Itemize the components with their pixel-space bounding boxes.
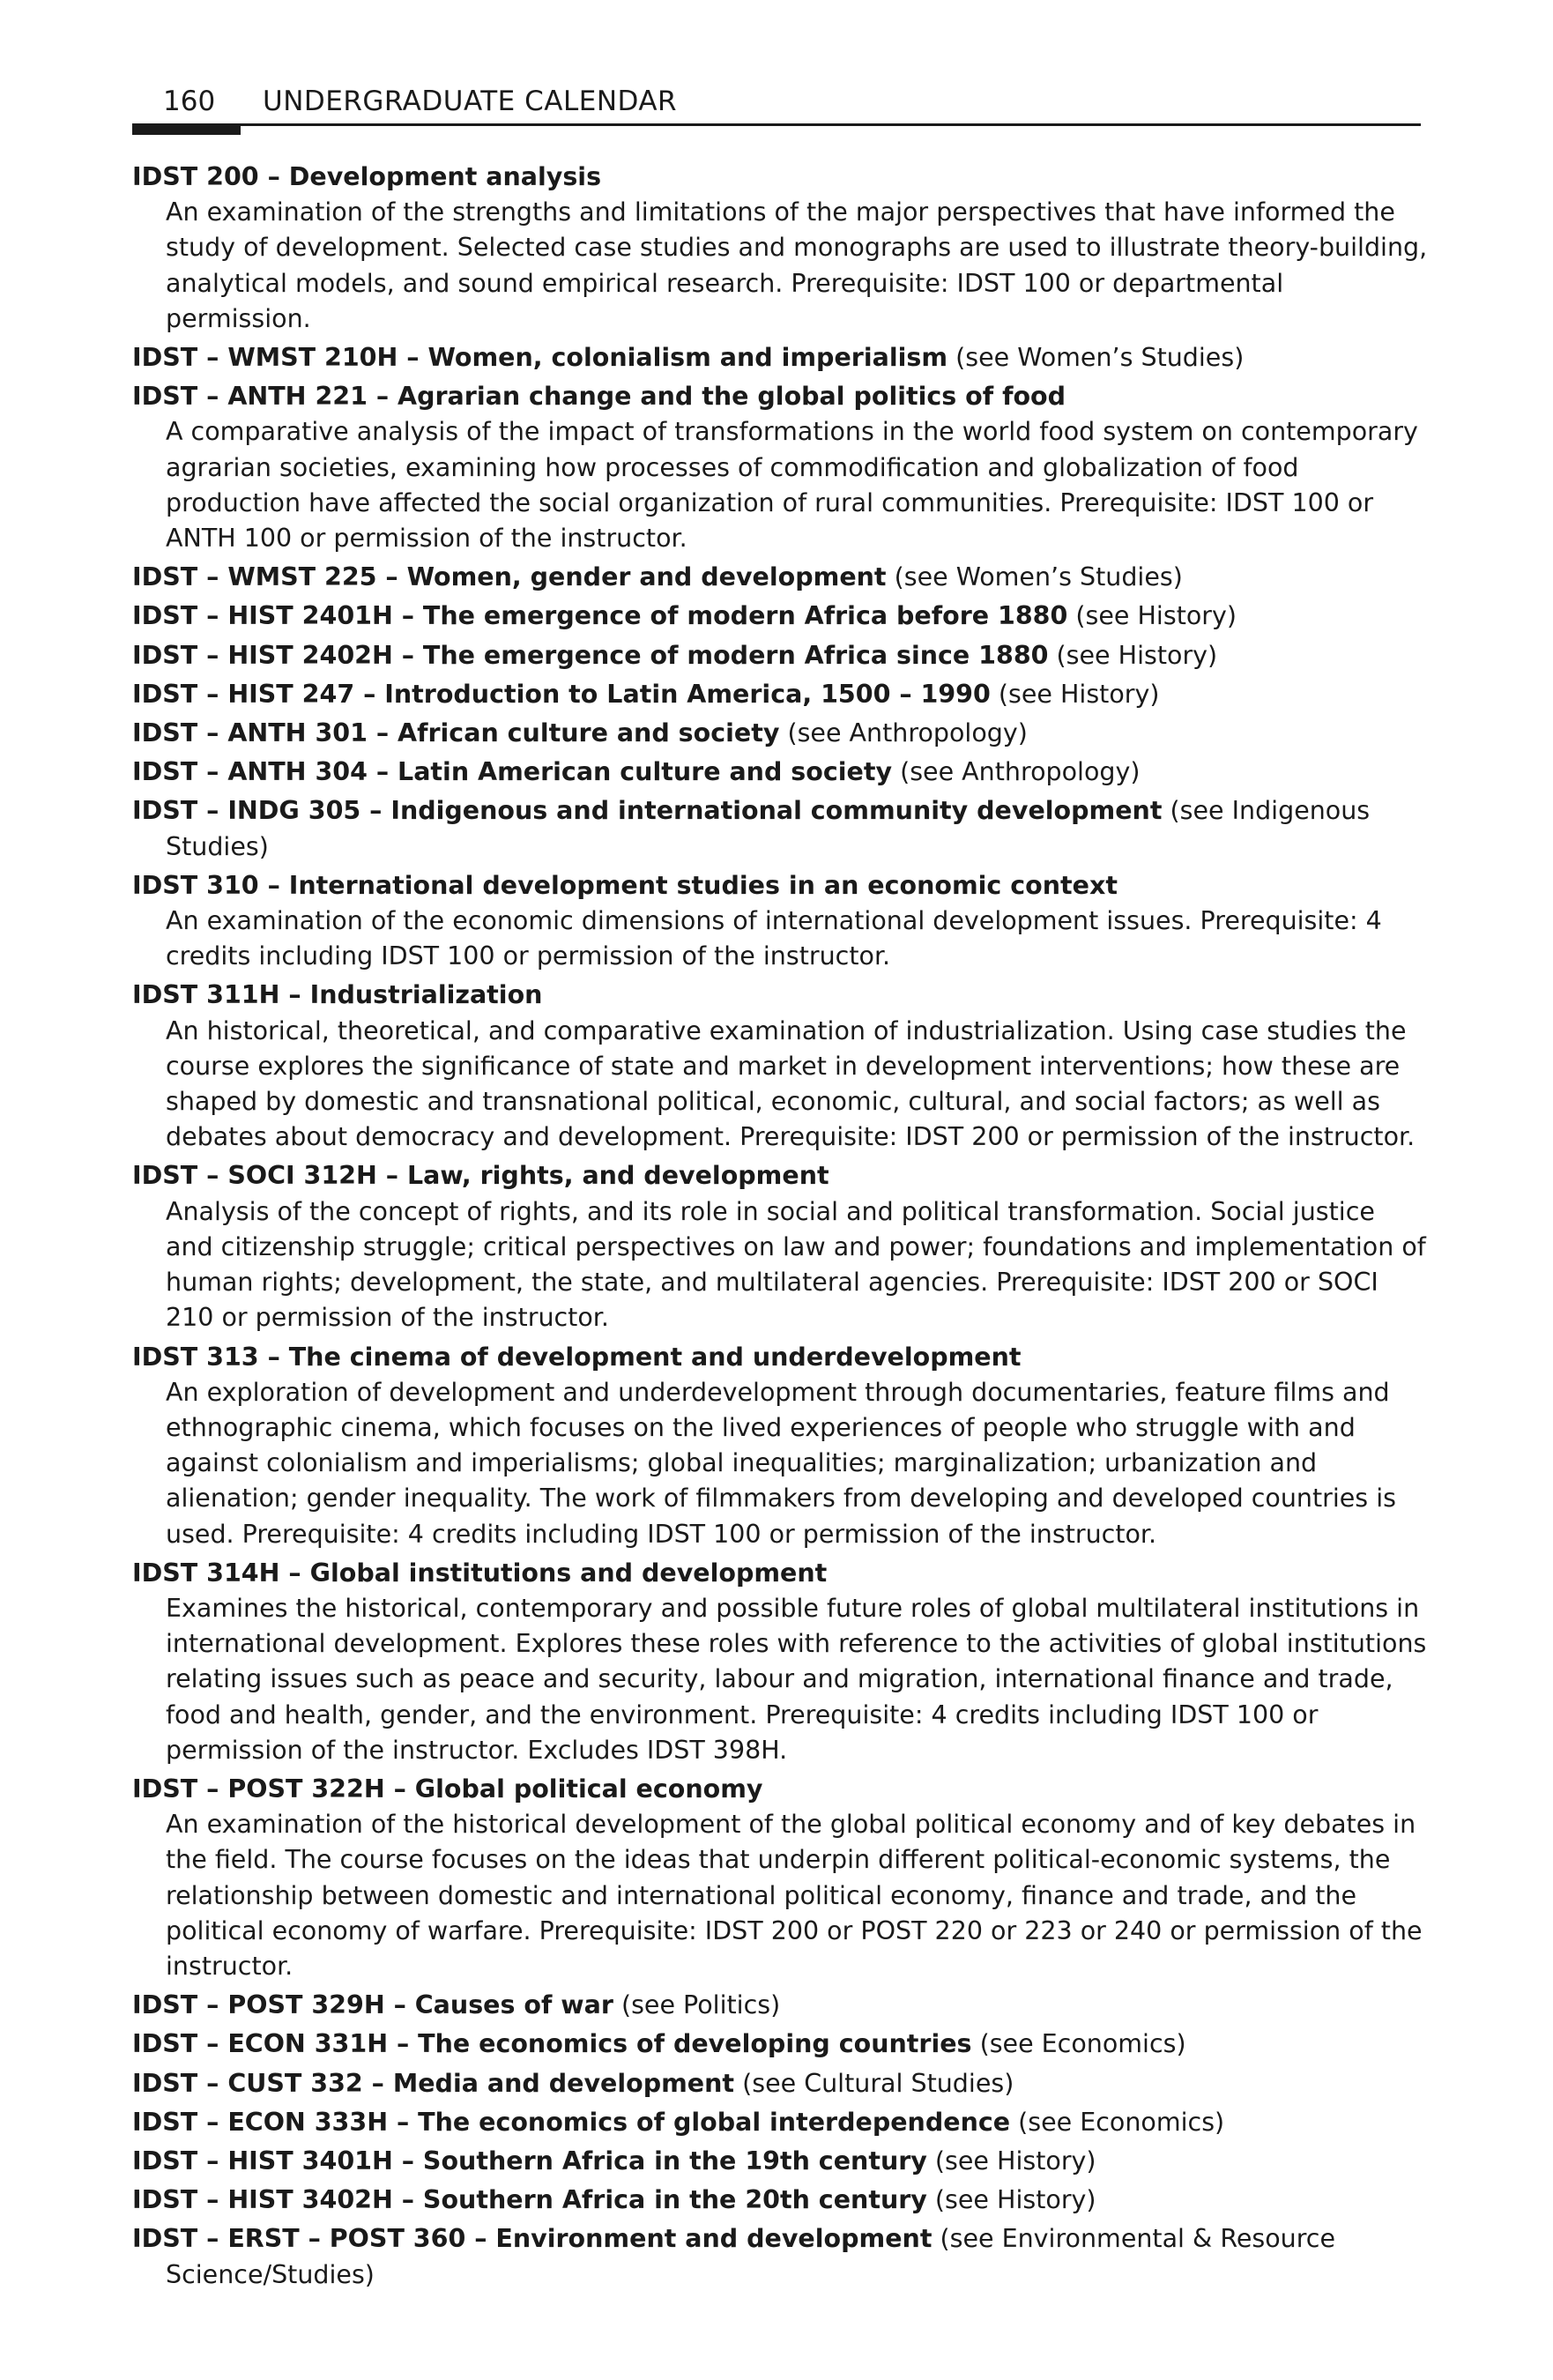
- course-entry: [132, 1158, 1428, 1335]
- course-heading: [132, 2144, 1428, 2179]
- header-tab-bar: [132, 123, 241, 135]
- course-title: IDST – ANTH 304 – Latin American culture and society: [132, 757, 893, 787]
- course-list: [132, 160, 1428, 2296]
- course-heading: [132, 2221, 1428, 2292]
- course-description: An examination of the strengths and limitations of the major perspectives that have informed the study of development. Selected case studies and monographs are used to illustrate theory-building, analytical models, and sound empirical research. Prerequisite: IDST 100 or departmental permission.: [166, 197, 1428, 333]
- course-entry: [132, 1556, 1428, 1768]
- course-cross-reference: (see History): [990, 679, 1160, 709]
- course-title: IDST 313 – The cinema of development and underdevelopment: [132, 1342, 1022, 1372]
- course-entry: [132, 2105, 1428, 2140]
- course-heading: [132, 1556, 1428, 1591]
- course-cross-reference: (see Indigenous Studies): [166, 796, 1371, 861]
- course-title: IDST – SOCI 312H – Law, rights, and development: [132, 1161, 829, 1191]
- course-entry: [132, 1340, 1428, 1552]
- course-title: IDST – ANTH 301 – African culture and society: [132, 718, 780, 748]
- course-cross-reference: (see History): [1048, 640, 1218, 670]
- course-title: IDST – ECON 331H – The economics of developing countries: [132, 2029, 972, 2059]
- course-title: IDST 311H – Industrialization: [132, 980, 543, 1010]
- page-header: [132, 81, 1421, 125]
- course-heading: [132, 755, 1428, 790]
- running-head: UNDERGRADUATE CALENDAR: [263, 86, 678, 117]
- course-cross-reference: (see Politics): [613, 1990, 781, 2020]
- course-title: IDST – HIST 2401H – The emergence of modern Africa before 1880: [132, 601, 1068, 631]
- header-rule: [132, 123, 1421, 126]
- course-entry: [132, 599, 1428, 634]
- course-cross-reference: (see History): [926, 2146, 1096, 2175]
- course-title: IDST – HIST 3402H – Southern Africa in the 20th century: [132, 2185, 927, 2215]
- course-entry: [132, 716, 1428, 751]
- course-description: An examination of the historical development of the global political economy and of key debates in the field. The course focuses on the ideas that underpin different political-economic systems, the relationship between domestic and international political economy, finance and trade, and the political economy of warfare. Prerequisite: IDST 200 or POST 220 or 223 or 240 or permission of the instructor.: [166, 1810, 1423, 1981]
- course-title: IDST – ANTH 221 – Agrarian change and the global politics of food: [132, 382, 1066, 412]
- course-description: An examination of the economic dimensions of international development issues. Prerequisite: 4 credits including IDST 100 or permission of the instructor.: [166, 906, 1382, 971]
- course-description: An exploration of development and underdevelopment through documentaries, feature films and ethnographic cinema, which focuses on the lived experiences of people who struggle with and against colonialism and imperialisms; global inequalities; marginalization; urbanization and alienation; gender inequality. The work of filmmakers from developing and developed countries is used. Prerequisite: 4 credits including IDST 100 or permission of the instructor.: [166, 1377, 1396, 1549]
- course-cross-reference: (see History): [926, 2185, 1096, 2215]
- course-heading: [132, 1340, 1428, 1375]
- course-heading: [132, 2066, 1428, 2101]
- course-heading: [132, 2183, 1428, 2218]
- course-cross-reference: (see Women’s Studies): [886, 562, 1183, 592]
- course-entry: [132, 560, 1428, 595]
- page-number: 160: [163, 86, 216, 117]
- course-heading: [132, 379, 1428, 414]
- course-cross-reference: (see Environmental & Resource Science/Studies): [166, 2224, 1336, 2289]
- course-cross-reference: (see Anthropology): [779, 718, 1028, 748]
- course-entry: [132, 2183, 1428, 2218]
- course-entry: [132, 638, 1428, 673]
- course-entry: [132, 2144, 1428, 2179]
- course-description: A comparative analysis of the impact of transformations in the world food system on contemporary agrarian societies, examining how processes of commodification and globalization of food production have affected the social organization of rural communities. Prerequisite: IDST 100 or ANTH 100 or permission of the instructor.: [166, 417, 1418, 554]
- course-entry: [132, 978, 1428, 1155]
- course-title: IDST – HIST 3401H – Southern Africa in the 19th century: [132, 2146, 927, 2175]
- course-entry: [132, 677, 1428, 712]
- course-description: An historical, theoretical, and comparative examination of industrialization. Using case studies the course explores the significance of state and market in development interventions; how these are shaped by domestic and transnational political, economic, cultural, and social factors; as well as debates about democracy and development. Prerequisite: IDST 200 or permission of the instructor.: [166, 1015, 1416, 1152]
- course-cross-reference: (see Women’s Studies): [947, 343, 1245, 373]
- course-cross-reference: (see Economics): [971, 2029, 1186, 2059]
- course-heading: [132, 1158, 1428, 1194]
- course-title: IDST – CUST 332 – Media and development: [132, 2068, 735, 2098]
- course-heading: [132, 1772, 1428, 1807]
- course-heading: [132, 599, 1428, 634]
- course-entry: [132, 868, 1428, 975]
- course-entry: [132, 755, 1428, 790]
- course-title: IDST – HIST 247 – Introduction to Latin America, 1500 – 1990: [132, 679, 991, 709]
- course-heading: [132, 793, 1428, 864]
- course-entry: [132, 1988, 1428, 2023]
- course-heading: [132, 160, 1428, 195]
- course-title: IDST – INDG 305 – Indigenous and international community development: [132, 796, 1163, 826]
- course-entry: [132, 2066, 1428, 2101]
- course-entry: [132, 793, 1428, 864]
- course-description: Examines the historical, contemporary and possible future roles of global multilateral institutions in international development. Explores these roles with reference to the activities of global institutions relating issues such as peace and security, labour and migration, international finance and trade, food and health, gender, and the environment. Prerequisite: 4 credits including IDST 100 or permission of the instructor. Excludes IDST 398H.: [166, 1593, 1427, 1765]
- course-heading: [132, 677, 1428, 712]
- course-heading: [132, 868, 1428, 904]
- course-heading: [132, 716, 1428, 751]
- course-cross-reference: (see Cultural Studies): [734, 2068, 1014, 2098]
- course-title: IDST – WMST 225 – Women, gender and development: [132, 562, 887, 592]
- course-entry: [132, 2027, 1428, 2062]
- course-entry: [132, 2221, 1428, 2292]
- course-title: IDST – ERST – POST 360 – Environment and development: [132, 2224, 933, 2254]
- course-heading: [132, 638, 1428, 673]
- course-title: IDST – HIST 2402H – The emergence of modern Africa since 1880: [132, 640, 1049, 670]
- course-heading: [132, 560, 1428, 595]
- course-title: IDST 200 – Development analysis: [132, 162, 602, 191]
- course-title: IDST 310 – International development studies in an economic context: [132, 870, 1118, 900]
- course-entry: [132, 379, 1428, 556]
- course-heading: [132, 1988, 1428, 2023]
- course-title: IDST – ECON 333H – The economics of global interdependence: [132, 2107, 1011, 2137]
- course-title: IDST 314H – Global institutions and development: [132, 1558, 828, 1588]
- course-description: Analysis of the concept of rights, and its role in social and political transformation. Social justice and citizenship struggle; critical perspectives on law and power; foundations and implementation of human rights; development, the state, and multilateral agencies. Prerequisite: IDST 200 or SOCI 210 or permission of the instructor.: [166, 1196, 1426, 1333]
- course-heading: [132, 2105, 1428, 2140]
- course-entry: [132, 1772, 1428, 1984]
- course-title: IDST – POST 322H – Global political economy: [132, 1774, 763, 1804]
- course-cross-reference: (see Anthropology): [892, 757, 1141, 787]
- course-heading: [132, 340, 1428, 376]
- course-title: IDST – POST 329H – Causes of war: [132, 1990, 613, 2020]
- course-cross-reference: (see Economics): [1010, 2107, 1225, 2137]
- course-entry: [132, 340, 1428, 376]
- course-heading: [132, 2027, 1428, 2062]
- course-heading: [132, 978, 1428, 1013]
- course-entry: [132, 160, 1428, 337]
- course-title: IDST – WMST 210H – Women, colonialism and imperialism: [132, 343, 948, 373]
- course-cross-reference: (see History): [1067, 601, 1237, 631]
